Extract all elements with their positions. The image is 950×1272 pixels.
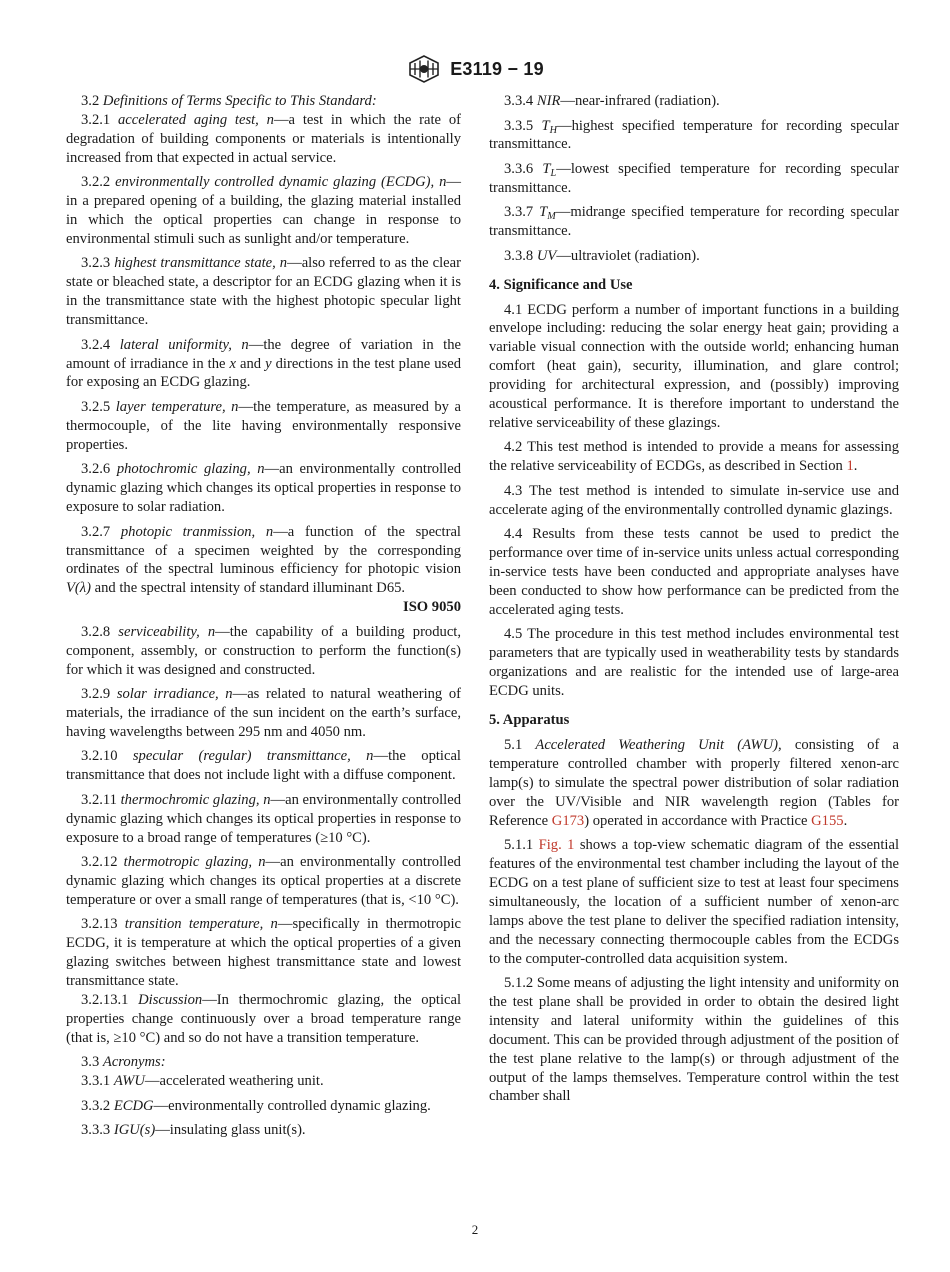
paragraph-4-3: 4.3 The test method is intended to simulate in-service use and accelerate aging of the environmentally controlled dynamic glazings. (489, 482, 899, 518)
paragraph-3-2-5: 3.2.5 layer temperature, n—the temperature, as measured by a thermocouple, of the lite having environmentally responsive properties. (66, 398, 461, 453)
paragraph-3-3-6: 3.3.6 $T_L—lowest$ specified temperature for recording specular transmittance. (489, 160, 899, 196)
paragraph-3-2-9: 3.2.9 solar irradiance, n—as related to natural weathering of materials, the irradiance of the sun incident on the earth’s surface, having wavelengths between 295 nm and 4050 nm. (66, 686, 461, 740)
section-5-heading: 5. Apparatus (489, 712, 570, 729)
paragraph-5-1-2: 5.1.2 Some means of adjusting the light intensity and uniformity on the test plane shall be provided in order to obtain the desired light intensity and lateral uniformity within the guidelines of this document. This can be provided through adjustment of the position of the test plane relative to the lamp(s) or through adjustment of the output of the lamps themselves. Temperature control within the test chamber shall (489, 975, 899, 1105)
g155-link[interactable]: G155 (811, 812, 844, 829)
page-header (0, 54, 950, 84)
section-4-heading: 4. Significance and Use (489, 276, 633, 293)
paragraph-3-2-1: 3.2.1 accelerated aging test, n—a test in which the rate of degradation of building components or materials is intentionally increased from that expected in actual service. (66, 111, 461, 166)
g173-link[interactable]: G173 (551, 812, 585, 829)
paragraph-3-3-4: 3.3.4 NIR—near-infrared (radiation). (504, 93, 720, 109)
paragraph-3-2-8: 3.2.8 serviceability, n—the capability of a building product, component, assembly, or construction to perform the function(s) for which it was designed and constructed. (66, 623, 462, 678)
right-column (489, 92, 899, 1112)
paragraph-3-3-2: 3.3.2 ECDG—environmentally controlled dynamic glazing. (81, 1097, 431, 1114)
paragraph-3-2: 3.2 Definitions of Terms Specific to This Standard: (81, 93, 377, 109)
paragraph-4-1: 4.1 ECDG perform a number of important functions in a building envelope including: reducing the solar energy heat gain; providing a variable visual connection with the outside world; enhancing human comfort (heat gain), security, illumination, and glare control; providing for architectural expression, and (possibly) improving acoustical performance. It is therefore important to understand the relative serviceability of these glazings. (489, 301, 900, 431)
paragraph-3-3-7: 3.3.7 $T_M—midrange$ specified temperature for recording specular transmittance. (489, 204, 900, 240)
paragraph-3-2-10: 3.2.10 specular (regular) transmittance, n—the optical transmittance that does not include light with a diffuse component. (66, 748, 461, 784)
paragraph-3-2-12: 3.2.12 thermotropic glazing, n—an environmentally controlled dynamic glazing which changes its optical properties at a discrete temperature or over a small range of temperatures (that is, <10 °C). (66, 854, 461, 908)
fig-1-link[interactable]: Fig. 1 (538, 837, 575, 854)
paragraph-3-3-8: 3.3.8 UV—ultraviolet (radiation). (504, 247, 700, 264)
paragraph-3-3-5: 3.3.5 $T_H—highest$ specified temperature for recording specular transmittance. (489, 117, 899, 153)
paragraph-3-2-11: 3.2.11 thermochromic glazing, n—an environmentally controlled dynamic glazing which changes its optical properties in response to exposure to a broad range of temperatures (≥10 °C). (66, 791, 461, 846)
paragraph-3-2-2: 3.2.2 environmentally controlled dynamic glazing (ECDG), n—in a prepared opening of a building, the glazing material installed in which the optical properties can change in response to environmental stimuli such as sunlight and/or temperature. (66, 174, 461, 247)
iso-reference: ISO 9050 (403, 599, 461, 616)
paragraph-3-2-3: 3.2.3 highest transmittance state, n—also referred to as the clear state or bleached state, a descriptor for an ECDG glazing when it is in the transmittance state with the highest photopic specular light transmittance. (66, 255, 462, 329)
page-number: 2 (471, 1222, 479, 1237)
section-1-link[interactable]: 1 (846, 458, 854, 475)
left-column (66, 92, 461, 1146)
paragraph-3-3: 3.3 Acronyms: (81, 1054, 166, 1071)
paragraph-3-2-13-1: 3.2.13.1 Discussion—In thermochromic glazing, the optical properties change continuously over a broad temperature range (that is, ≥10 °C) and so do not have a transition temperature. (66, 992, 462, 1046)
paragraph-5-1: 5.1 Accelerated Weathering Unit (AWU), consisting of a temperature controlled chamber with properly filtered xenon-arc lamp(s) to simulate the spectral power distribution of solar radiation over the UV/Visible and NIR wavelength region (Tables for Reference G173) operated in accordance with Practice G155. (489, 736, 899, 829)
paragraph-3-2-6: 3.2.6 photochromic glazing, n—an environmentally controlled dynamic glazing which changes its optical properties in response to exposure to solar radiation. (66, 461, 461, 516)
astm-logo (406, 55, 442, 83)
paragraph-3-2-13: 3.2.13 transition temperature, n—specifically in thermotropic ECDG, it is temperature at which the optical properties of a given glazing switches between highest transmittance state and lowest transmittance state. (66, 916, 462, 990)
paragraph-5-1-1: 5.1.1 Fig. 1 shows a top-view schematic diagram of the essential features of the environmental test chamber including the layout of the ECDG on a test plane of sufficient size to test at least four specimens simultaneously, the location of a sufficient number of xenon-arc lamps above the test plane to deliver the specified radiation intensity, and the necessary connecting thermocouple cables from the ECDGs to the computer-controlled data acquisition system. (489, 837, 899, 967)
paragraph-3-2-7: 3.2.7 photopic tranmission, n—a function of the spectral transmittance of a specimen weighted by the corresponding ordinates of the spectral luminous efficiency for photopic vision V(λ) and the spectral intensity of standard illuminant D65. ISO 9050 (66, 523, 461, 616)
paragraph-4-4: 4.4 Results from these tests cannot be used to predict the performance over time of in-service units unless actual corresponding in-service tests have been conducted and appropriate analyses have been conducted to show how performance can be predicted from the accelerated aging tests. (489, 526, 900, 618)
paragraph-4-2: 4.2 This test method is intended to provide a means for assessing the relative serviceability of ECDGs, as described in Section 1. (489, 439, 899, 475)
paragraph-3-3-3: 3.3.3 IGU(s)—insulating glass unit(s). (81, 1122, 306, 1139)
paragraph-3-3-1: 3.3.1 AWU—accelerated weathering unit. (81, 1073, 324, 1090)
paragraph-3-2-4: 3.2.4 lateral uniformity, n—the degree of variation in the amount of irradiance in the x and y directions in the test plane used for exposing an ECDG glazing. (66, 336, 462, 391)
document-id: E3119 − 19 (450, 58, 544, 79)
paragraph-4-5: 4.5 The procedure in this test method includes environmental test parameters that are typically used in weatherability tests by standards organizations and are realistic for the intended use of large-area ECDG units. (489, 626, 899, 700)
